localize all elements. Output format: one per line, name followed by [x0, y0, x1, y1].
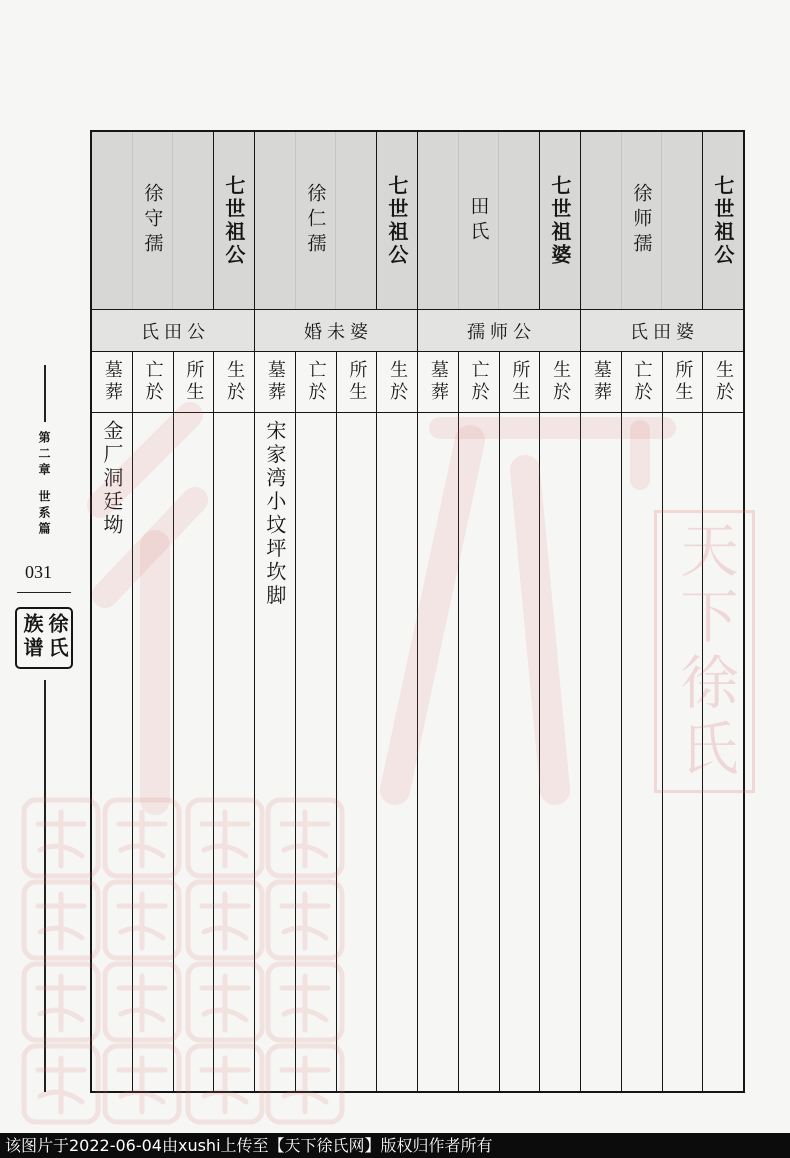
header-parents-text: 所生 — [346, 360, 368, 404]
generation-title: 七世祖公 — [384, 174, 409, 267]
death-cell — [296, 413, 337, 1091]
upload-notice-banner — [0, 1133, 790, 1158]
watermark-text: 天下徐氏 — [670, 519, 739, 784]
header-birth-text: 生於 — [224, 360, 246, 404]
relation-label: 婚未婆 — [304, 321, 373, 343]
chapter-text: 第二章 — [37, 431, 51, 479]
header-death-text: 亡於 — [468, 360, 490, 404]
section-label — [32, 490, 56, 538]
person-name-cell — [581, 132, 703, 309]
section-text: 世系篇 — [37, 490, 51, 538]
parents-cell — [337, 413, 378, 1091]
birth-cell — [540, 413, 580, 1091]
column-header-row — [418, 352, 580, 413]
header-death-text: 亡於 — [305, 360, 327, 404]
generation-title-cell — [540, 132, 580, 309]
header-death — [296, 352, 337, 412]
watermark-seal-frame — [24, 882, 98, 958]
relation-label-row — [581, 310, 743, 352]
genealogy-group — [581, 132, 743, 1091]
person-name: 徐守孺 — [141, 183, 164, 258]
column-header-row — [92, 352, 254, 413]
relation-label: 氏田公 — [141, 321, 210, 343]
header-parents — [663, 352, 704, 412]
burial-cell — [92, 413, 133, 1091]
birth-cell — [377, 413, 417, 1091]
header-birth — [377, 352, 417, 412]
header-birth-text: 生於 — [713, 360, 735, 404]
person-header-row — [418, 132, 580, 310]
watermark-seal-frame — [24, 800, 98, 876]
burial-text: 宋家湾小坟坪坎脚 — [262, 420, 287, 608]
header-death — [622, 352, 663, 412]
header-parents — [174, 352, 215, 412]
generation-title: 七世祖公 — [221, 174, 246, 267]
generation-title-cell — [214, 132, 254, 309]
watermark-seal-frame — [24, 1046, 98, 1122]
header-death — [459, 352, 500, 412]
watermark-seal-glyph — [24, 800, 98, 876]
person-header-row — [255, 132, 417, 310]
person-header-row — [92, 132, 254, 310]
record-row — [92, 413, 254, 1091]
header-burial — [255, 352, 296, 412]
relation-label: 孺师公 — [467, 321, 536, 343]
relation-label-row — [255, 310, 417, 352]
death-cell — [133, 413, 174, 1091]
person-name: 徐师孺 — [630, 183, 653, 258]
death-cell — [622, 413, 663, 1091]
generation-title-cell — [377, 132, 417, 309]
watermark-seal-glyph — [24, 964, 98, 1040]
header-death-text: 亡於 — [631, 360, 653, 404]
person-name-cell — [418, 132, 540, 309]
header-parents-text: 所生 — [672, 360, 694, 404]
header-death-text: 亡於 — [142, 360, 164, 404]
upload-notice-text: 该图片于2022-06-04由xushi上传至【天下徐氏网】版权归作者所有 — [5, 1136, 493, 1155]
person-name: 田氏 — [467, 195, 490, 246]
watermark-seal-glyph — [24, 1046, 98, 1122]
header-burial — [581, 352, 622, 412]
chapter-label — [32, 431, 56, 479]
genealogy-group — [418, 132, 581, 1091]
parents-cell — [663, 413, 704, 1091]
header-birth-text: 生於 — [387, 360, 409, 404]
seal-text: 徐氏族谱 — [20, 613, 69, 661]
generation-title: 七世祖公 — [710, 174, 735, 267]
generation-title: 七世祖婆 — [547, 174, 572, 267]
column-header-row — [255, 352, 417, 413]
header-birth — [214, 352, 254, 412]
header-parents — [500, 352, 541, 412]
book-seal — [15, 607, 73, 669]
burial-cell — [255, 413, 296, 1091]
page-number: 031 — [25, 562, 52, 582]
header-birth — [540, 352, 580, 412]
margin-rule-bottom — [44, 680, 46, 1092]
header-birth — [703, 352, 743, 412]
header-burial — [418, 352, 459, 412]
genealogy-group — [92, 132, 255, 1091]
header-burial-text: 墓葬 — [101, 360, 123, 404]
relation-label-row — [418, 310, 580, 352]
header-death — [133, 352, 174, 412]
relation-label-row — [92, 310, 254, 352]
header-parents-text: 所生 — [509, 360, 531, 404]
genealogy-group — [255, 132, 418, 1091]
parents-cell — [174, 413, 215, 1091]
header-burial — [92, 352, 133, 412]
header-birth-text: 生於 — [550, 360, 572, 404]
burial-cell — [581, 413, 622, 1091]
parents-cell — [500, 413, 541, 1091]
header-parents — [337, 352, 378, 412]
watermark-seal-frame — [24, 964, 98, 1040]
person-name: 徐仁孺 — [304, 183, 327, 258]
person-name-cell — [92, 132, 214, 309]
generation-title-cell — [703, 132, 743, 309]
page-number-rule — [17, 592, 71, 593]
header-burial-text: 墓葬 — [590, 360, 612, 404]
record-row — [581, 413, 743, 1091]
relation-label: 氏田婆 — [630, 321, 699, 343]
header-burial-text: 墓葬 — [264, 360, 286, 404]
burial-cell — [418, 413, 459, 1091]
record-row — [418, 413, 580, 1091]
person-name-cell — [255, 132, 377, 309]
watermark-seal-glyph — [24, 882, 98, 958]
burial-text: 金厂洞廷坳 — [99, 420, 124, 538]
birth-cell — [703, 413, 743, 1091]
column-header-row — [581, 352, 743, 413]
birth-cell — [214, 413, 254, 1091]
header-parents-text: 所生 — [183, 360, 205, 404]
header-burial-text: 墓葬 — [427, 360, 449, 404]
genealogy-table — [90, 130, 745, 1093]
record-row — [255, 413, 417, 1091]
death-cell — [459, 413, 500, 1091]
margin-rule-top — [44, 365, 46, 422]
person-header-row — [581, 132, 743, 310]
